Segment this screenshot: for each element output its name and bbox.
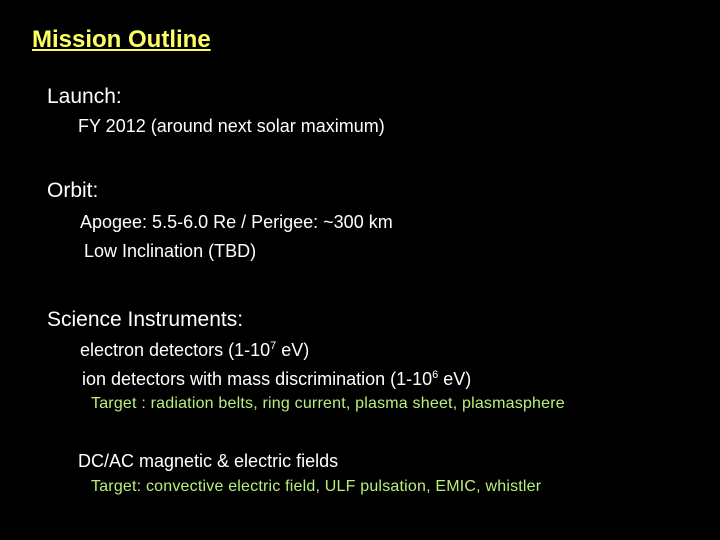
ion-energy-exponent: 6 bbox=[432, 369, 439, 381]
ion-detectors-text: ion detectors with mass discrimination (1-10 bbox=[82, 369, 433, 389]
orbit-apogee-perigee: Apogee: 5.5-6.0 Re / Perigee: ~300 km bbox=[80, 212, 393, 232]
electron-detectors-unit: eV) bbox=[276, 340, 310, 360]
orbit-inclination: Low Inclination (TBD) bbox=[84, 241, 257, 261]
ion-detectors bbox=[82, 370, 471, 388]
fields-target: Target: convective electric field, ULF pulsation, EMIC, whistler bbox=[91, 478, 542, 495]
electron-detectors-text: electron detectors (1-10 bbox=[80, 340, 271, 360]
orbit-heading: Orbit: bbox=[47, 179, 99, 202]
instruments-heading: Science Instruments: bbox=[47, 308, 244, 331]
electron-energy-exponent: 7 bbox=[270, 340, 277, 352]
slide-title: Mission Outline bbox=[32, 26, 211, 53]
electron-detectors bbox=[80, 341, 309, 359]
ion-detectors-unit: eV) bbox=[438, 369, 472, 389]
particle-target: Target : radiation belts, ring current, plasma sheet, plasmasphere bbox=[91, 395, 565, 412]
fields-instrument: DC/AC magnetic & electric fields bbox=[78, 451, 339, 471]
launch-detail: FY 2012 (around next solar maximum) bbox=[78, 116, 385, 136]
launch-heading: Launch: bbox=[47, 85, 122, 108]
